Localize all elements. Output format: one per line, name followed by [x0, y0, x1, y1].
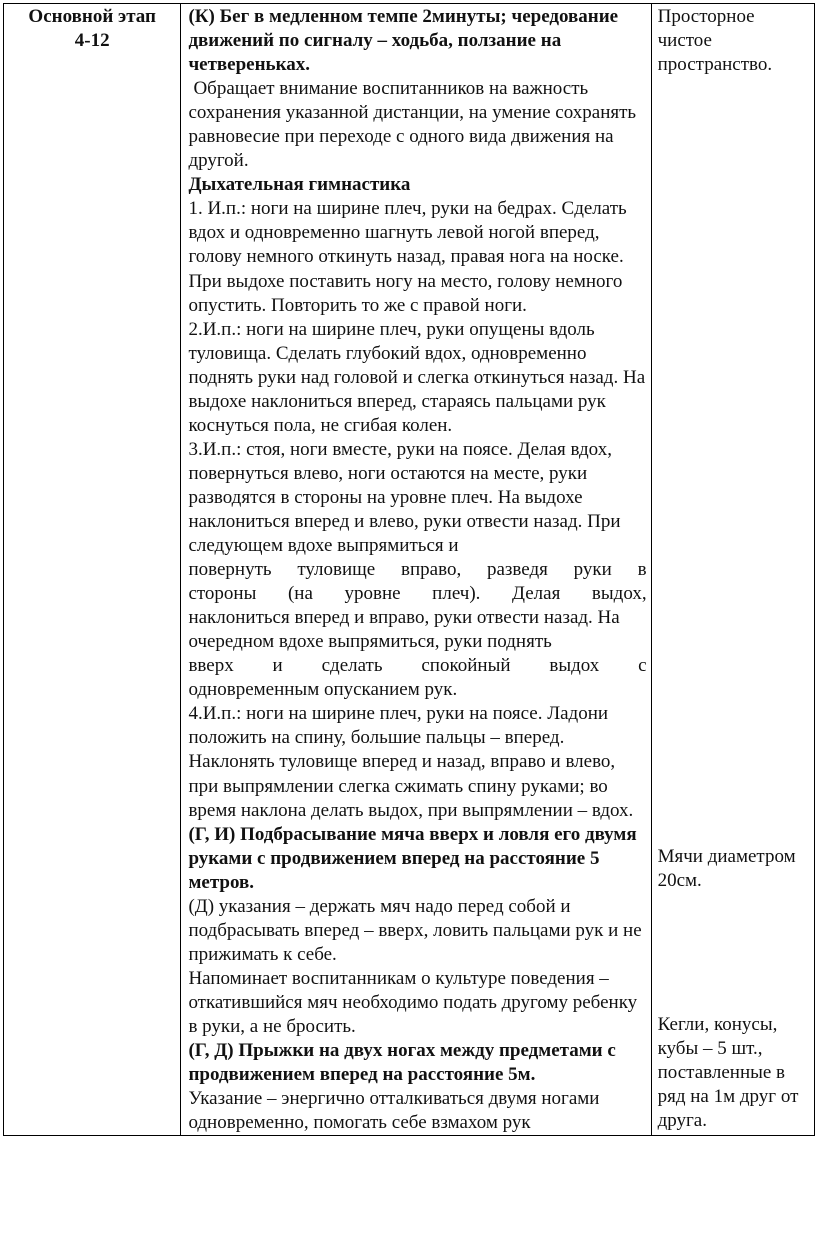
equipment-cell [651, 4, 814, 1136]
jump-instruction: Указание – энергично отталкиваться двумя ногами одновременно, помогать себе взмахом рук [188, 1088, 600, 1134]
exercise-1: 1. И.п.: ноги на ширине плеч, руки на бедрах. Сделать вдох и одновременно шагнуть левой ногой вперед, голову немного откинуть назад, правая нога на носке. При выдохе поставить ногу на место, голову немного опустить. Повторить то же с правой ноги. [188, 198, 627, 316]
table-row [4, 4, 815, 1136]
lesson-plan-table [3, 3, 815, 1136]
content-cell [181, 4, 651, 1136]
stage-range: 4-12 [74, 30, 110, 51]
exercise-3-part-f: одновременным опусканием рук. [188, 679, 458, 701]
exercise-3-part-e: вверх и сделать спокойный выдох с [188, 655, 647, 677]
stage-cell [4, 4, 181, 1136]
intro-note: Обращает внимание воспитанников на важность сохранения указанной дистанции, на умение сохранять равновесие при переходе с одного вида движения на другой. [188, 78, 637, 172]
stage-title: Основной этап [28, 6, 156, 27]
exercise-3-part-a: 3.И.п.: стоя, ноги вместе, руки на поясе. Делая вдох, повернуться влево, ноги остаются на месте, руки разводятся в стороны на уровне плеч. На выдохе наклониться вперед и влево, руки отвести назад. При следующем вдохе выпрямиться и [188, 438, 621, 557]
exercise-3-part-b: повернуть туловище вправо, разведя руки в [188, 559, 647, 581]
stage-label [4, 4, 180, 53]
exercise-3-part-c: стороны (на уровне плеч). Делая выдох, [188, 583, 647, 605]
ball-heading: (Г, И) Подбрасывание мяча вверх и ловля его двумя руками с продвижением вперед на расстояние 5 метров. [188, 823, 637, 893]
breathing-heading: Дыхательная гимнастика [188, 174, 411, 196]
exercise-2: 2.И.п.: ноги на ширине плеч, руки опущены вдоль туловища. Сделать глубокий вдох, одновременно поднять руки над головой и слегка откинуться назад. На выдохе наклониться вперед, стараясь пальцами рук коснуться пола, не сгибая колен. [188, 318, 646, 436]
exercise-3-part-d: наклониться вперед и вправо, руки отвести назад. На очередном вдохе выпрямиться, руки поднять [188, 607, 620, 653]
ball-instruction: (Д) указания – держать мяч надо перед собой и подбрасывать вперед – вверх, ловить пальцами рук и не прижимать к себе. [188, 895, 642, 965]
equipment-space: Просторное чистое пространство. [657, 6, 773, 76]
equipment-balls: Мячи диаметром 20см. [657, 846, 796, 892]
ball-note: Напоминает воспитанникам о культуре поведения – откатившийся мяч необходимо подать другому ребенку в руки, а не бросить. [188, 967, 638, 1037]
intro-heading: (К) Бег в медленном темпе 2минуты; чередование движений по сигналу – ходьба, ползание на четвереньках. [188, 6, 619, 76]
equipment-pins: Кегли, конусы, кубы – 5 шт., поставленные в ряд на 1м друг от друга. [657, 1014, 799, 1132]
jump-heading: (Г, Д) Прыжки на двух ногах между предметами с продвижением вперед на расстояние 5м. [188, 1040, 616, 1086]
exercise-4: 4.И.п.: ноги на ширине плеч, руки на поясе. Ладони положить на спину, большие пальцы – вперед. Наклонять туловище вперед и назад, вправо и влево, при выпрямлении слегка сжимать спину руками; во время наклона делать выдох, при выпрямлении – вдох. [188, 703, 634, 821]
